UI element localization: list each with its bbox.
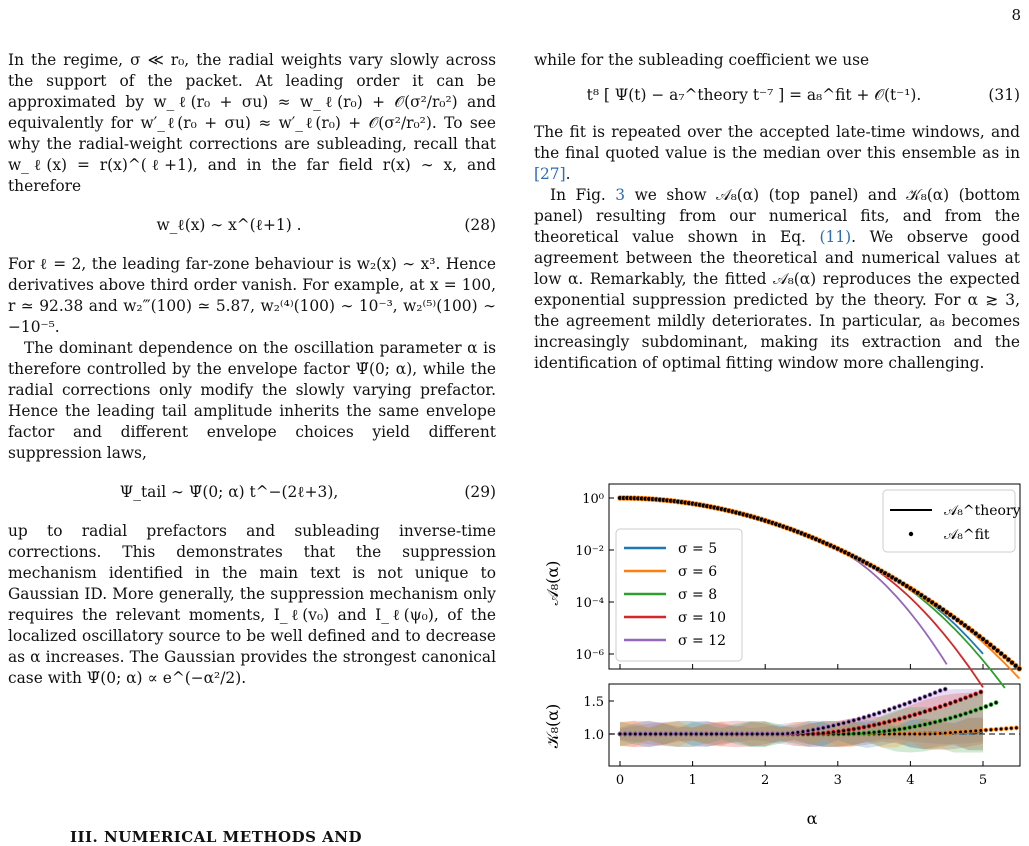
ratio-point [969, 694, 973, 698]
ratio-point [1009, 726, 1013, 730]
equation-28-body: w_ℓ(x) ∼ x^(ℓ+1) . [156, 216, 302, 234]
x-tick-label-3: 3 [833, 773, 842, 788]
ratio-point [898, 704, 902, 708]
ratio-point [832, 730, 836, 734]
ratio-point [903, 716, 907, 720]
ratio-point [893, 718, 897, 722]
ratio-point [664, 732, 668, 736]
ratio-point [786, 732, 790, 736]
equation-29-number: (29) [464, 483, 496, 501]
ratio-point [776, 732, 780, 736]
right-paragraph-2-end: . [565, 165, 571, 183]
ratio-point [740, 732, 744, 736]
ratio-point [969, 710, 973, 714]
ratio-point [644, 732, 648, 736]
ratio-point [862, 725, 866, 729]
equation-29 [8, 482, 496, 503]
ratio-point [989, 703, 993, 707]
ratio-point [699, 732, 703, 736]
ratio-point [684, 732, 688, 736]
ratio-point [943, 703, 947, 707]
ratio-point [974, 729, 978, 733]
ratio-point [933, 691, 937, 695]
ratio-point [704, 732, 708, 736]
legend-sigma-8: σ = 8 [678, 587, 718, 603]
ratio-point [811, 728, 815, 732]
ratio-point [842, 721, 846, 725]
ratio-point [994, 727, 998, 731]
ratio-point [1004, 727, 1008, 731]
fit-point [1017, 666, 1022, 671]
ratio-point [893, 706, 897, 710]
ratio-point [877, 730, 881, 734]
ratio-point [964, 696, 968, 700]
top-y-tick-0: 10⁰ [582, 492, 604, 507]
ratio-point [943, 731, 947, 735]
right-paragraph-3-c: . We observe good agreement between the theoretical and numerical values at low α. Remarkably, the fitted 𝒜₈(α) reproduces the expected exponential suppression predicted by the theory. For α ≳ 3, the agreement mildly deteriorates. In particular, a₈ becomes increasingly subdominant, making its extraction and the identification of optimal fitting window more challenging. [534, 228, 1020, 372]
ratio-point [735, 732, 739, 736]
ratio-point [730, 732, 734, 736]
ratio-point [882, 721, 886, 725]
ratio-point [903, 702, 907, 706]
x-tick-label-0: 0 [615, 773, 625, 788]
ratio-point [933, 732, 937, 736]
ratio-point [954, 700, 958, 704]
ratio-point [887, 708, 891, 712]
left-paragraph-3: The dominant dependence on the oscillation parameter α is therefore controlled by the envelope factor Ψ̃(0; α), while the radial corrections only modify the slowly varying prefactor. Hence the leading tail amplitude inherits the same envelope factor and different envelope choices yield different suppression laws, [8, 339, 496, 462]
legend-theory-fit [883, 490, 1021, 552]
ratio-point [898, 727, 902, 731]
x-tick-label-4: 4 [906, 773, 915, 788]
x-tick-label-2: 2 [761, 773, 770, 788]
ratio-point [989, 728, 993, 732]
ratio-point [826, 731, 830, 735]
ratio-point [867, 724, 871, 728]
legend-sigma-5: σ = 5 [678, 541, 718, 557]
ratio-point [755, 732, 759, 736]
left-paragraph-1: In the regime, σ ≪ r₀, the radial weights vary slowly across the support of the packet. At leading order it can be approximated by w_ℓ(r₀ + σu) ≈ w_ℓ(r₀) + 𝒪(σ²/r₀²) and equivalently for w′_ℓ(r₀ + σu) ≈ w′_ℓ(r₀) + 𝒪(σ²/r₀²). To see why the radial-weight corrections are subleading, recall that w_ℓ(x) = r(x)^(ℓ+1), and in the far field r(x) ∼ x, and therefore [8, 51, 496, 195]
ratio-point [913, 713, 917, 717]
ratio-point [837, 722, 841, 726]
ratio-point [760, 732, 764, 736]
ratio-point [994, 701, 998, 705]
ratio-point [842, 729, 846, 733]
equation-31-number: (31) [988, 86, 1020, 104]
ratio-point [943, 687, 947, 691]
ratio-point [781, 732, 785, 736]
top-y-tick-3: 10⁻⁶ [575, 648, 604, 663]
ratio-point [969, 729, 973, 733]
figure-3 [524, 478, 1024, 832]
ratio-point [918, 711, 922, 715]
figure-link[interactable]: 3 [615, 186, 626, 204]
ratio-point [933, 720, 937, 724]
ratio-point [857, 732, 861, 736]
ratio-point [745, 732, 749, 736]
ratio-point [908, 714, 912, 718]
right-paragraph-3-b: we show 𝒜₈(α) (top panel) and 𝒦₈(α) (bottom panel) resulting from our numerical fits, and from the theoretical value shown in Eq. [534, 186, 1021, 246]
ratio-point [903, 727, 907, 731]
ratio-point [821, 726, 825, 730]
ratio-point [771, 732, 775, 736]
ratio-point [887, 720, 891, 724]
equation-31-body: t⁸ [ Ψ(t) − a₇^theory t⁻⁷ ] = a₈^fit + 𝒪(t⁻¹). [586, 86, 922, 104]
legend-theory: 𝒜₈^theory [944, 503, 1021, 519]
ratio-point [882, 729, 886, 733]
ratio-point [857, 717, 861, 721]
ratio-point [959, 730, 963, 734]
ratio-point [628, 732, 632, 736]
ratio-point [984, 728, 988, 732]
ratio-point [979, 729, 983, 733]
ratio-point [959, 698, 963, 702]
ratio-point [633, 732, 637, 736]
ratio-point [954, 715, 958, 719]
ratio-point [918, 697, 922, 701]
ratio-point [852, 732, 856, 736]
ratio-point [898, 717, 902, 721]
bottom-y-tick-0: 1.0 [583, 728, 604, 743]
ratio-point [928, 732, 932, 736]
left-paragraph-4: up to radial prefactors and subleading inverse-time corrections. This demonstrates that the suppression mechanism identified in the main text is not unique to Gaussian ID. More generally, the suppression mechanism only requires the relevant moments, I_ℓ(v₀) and I_ℓ(ψ₀), of the localized oscillatory source to be well defined and to decrease as α increases. The Gaussian provides the strongest canonical case with Ψ̃(0; α) ∝ e^(−α²/2). [8, 522, 496, 687]
equation-28 [8, 215, 496, 236]
ratio-point [725, 732, 729, 736]
ratio-point [862, 731, 866, 735]
ratio-point [938, 719, 942, 723]
ratio-point [913, 725, 917, 729]
ratio-point [923, 710, 927, 714]
ratio-point [913, 699, 917, 703]
ratio-point [979, 690, 983, 694]
ratio-point [862, 716, 866, 720]
ratio-point [679, 732, 683, 736]
ratio-point [887, 729, 891, 733]
ratio-point [674, 732, 678, 736]
ratio-point [867, 714, 871, 718]
ratio-point [898, 732, 902, 736]
ratio-point [908, 700, 912, 704]
ratio-point [847, 732, 851, 736]
x-tick-label-5: 5 [978, 773, 988, 788]
ratio-point [913, 732, 917, 736]
x-label: α [806, 809, 818, 828]
ratio-point [857, 726, 861, 730]
ratio-point [872, 730, 876, 734]
ratio-point [872, 723, 876, 727]
equation-31 [534, 85, 1020, 106]
ratio-point [964, 712, 968, 716]
ratio-point [882, 709, 886, 713]
ratio-point [847, 728, 851, 732]
equation-28-number: (28) [464, 216, 496, 234]
ratio-point [832, 724, 836, 728]
ratio-point [821, 731, 825, 735]
ratio-point [638, 732, 642, 736]
ratio-point [954, 730, 958, 734]
ratio-point [659, 732, 663, 736]
left-paragraph-2: For ℓ = 2, the leading far-zone behaviour is w₂(x) ∼ x³. Hence derivatives above third order vanish. For example, at x = 100, r ≃ 92.38 and w₂‴(100) ≃ 5.87, w₂⁽⁴⁾(100) ∼ 10⁻³, w₂⁽⁵⁾(100) ∼ −10⁻⁵. [8, 255, 496, 336]
ratio-point [816, 727, 820, 731]
right-paragraph-3-a: In Fig. [550, 186, 616, 204]
top-y-ticks [575, 492, 614, 663]
ratio-point [867, 731, 871, 735]
ratio-point [933, 706, 937, 710]
equation-link[interactable]: (11) [819, 228, 852, 246]
right-paragraph-2-text: The fit is repeated over the accepted late-time windows, and the final quoted value is the median over this ensemble as in [534, 123, 1020, 162]
ratio-point [623, 732, 627, 736]
legend-sigma-6: σ = 6 [678, 564, 718, 580]
right-paragraph-1: while for the subleading coefficient we use [534, 51, 870, 69]
ratio-point [928, 708, 932, 712]
ratio-point [893, 732, 897, 736]
ratio-point [923, 723, 927, 727]
ratio-point [796, 730, 800, 734]
ratio-point [649, 732, 653, 736]
top-y-tick-2: 10⁻⁴ [575, 596, 604, 611]
legend-fit: 𝒜₈^fit [944, 527, 990, 543]
ratio-point [791, 731, 795, 735]
ratio-point [903, 732, 907, 736]
ratio-point [801, 730, 805, 734]
ratio-point [715, 732, 719, 736]
ratio-point [948, 701, 952, 705]
x-tick-label-1: 1 [688, 773, 697, 788]
ratio-point [837, 730, 841, 734]
ratio-point [720, 732, 724, 736]
top-y-label: 𝒜₈(α) [543, 560, 562, 606]
ratio-point [938, 705, 942, 709]
ratio-point [765, 732, 769, 736]
ratio-point [750, 732, 754, 736]
legend-sigma-10: σ = 10 [678, 610, 727, 626]
ratio-point [694, 732, 698, 736]
ratio-point [984, 705, 988, 709]
ratio-point [877, 722, 881, 726]
ratio-point [943, 718, 947, 722]
ratio-point [1014, 726, 1018, 730]
ratio-point [852, 727, 856, 731]
top-y-tick-1: 10⁻² [575, 544, 604, 559]
ratio-point [959, 713, 963, 717]
ratio-point [847, 720, 851, 724]
ratio-point [908, 726, 912, 730]
right-paragraph-2 [534, 122, 1020, 185]
ratio-point [964, 730, 968, 734]
bottom-panel-bands [620, 689, 983, 752]
ratio-point [948, 716, 952, 720]
ratio-point [806, 729, 810, 733]
ratio-point [923, 695, 927, 699]
ratio-point [669, 732, 673, 736]
ratio-point [654, 732, 658, 736]
citation-link[interactable]: [27] [534, 165, 566, 183]
bottom-y-label: 𝒦₈(α) [543, 703, 562, 749]
ratio-point [908, 732, 912, 736]
ratio-point [938, 732, 942, 736]
ratio-point [710, 732, 714, 736]
ratio-point [852, 719, 856, 723]
ratio-point [816, 732, 820, 736]
ratio-point [923, 732, 927, 736]
ratio-point [938, 689, 942, 693]
ratio-point [974, 708, 978, 712]
ratio-point [918, 724, 922, 728]
ratio-point [974, 692, 978, 696]
section-heading: III. NUMERICAL METHODS AND [70, 828, 363, 846]
ratio-point [872, 713, 876, 717]
ratio-point [877, 711, 881, 715]
ratio-point [999, 727, 1003, 731]
ratio-point [928, 693, 932, 697]
left-column [8, 50, 496, 689]
ratio-point [979, 706, 983, 710]
page-number: 8 [1011, 6, 1021, 24]
bottom-y-tick-1: 1.5 [583, 695, 604, 710]
ratio-point [918, 732, 922, 736]
legend-sigma [616, 529, 742, 661]
ratio-point [928, 721, 932, 725]
right-paragraph-3 [534, 185, 1020, 374]
ratio-point [893, 728, 897, 732]
ratio-point [811, 732, 815, 736]
ratio-point [948, 731, 952, 735]
ratio-point [689, 732, 693, 736]
legend-sigma-12: σ = 12 [678, 633, 727, 649]
ratio-point [618, 732, 622, 736]
right-column [534, 50, 1020, 374]
ratio-point [826, 725, 830, 729]
equation-29-body: Ψ_tail ∼ Ψ̃(0; α) t^−(2ℓ+3), [119, 483, 339, 501]
